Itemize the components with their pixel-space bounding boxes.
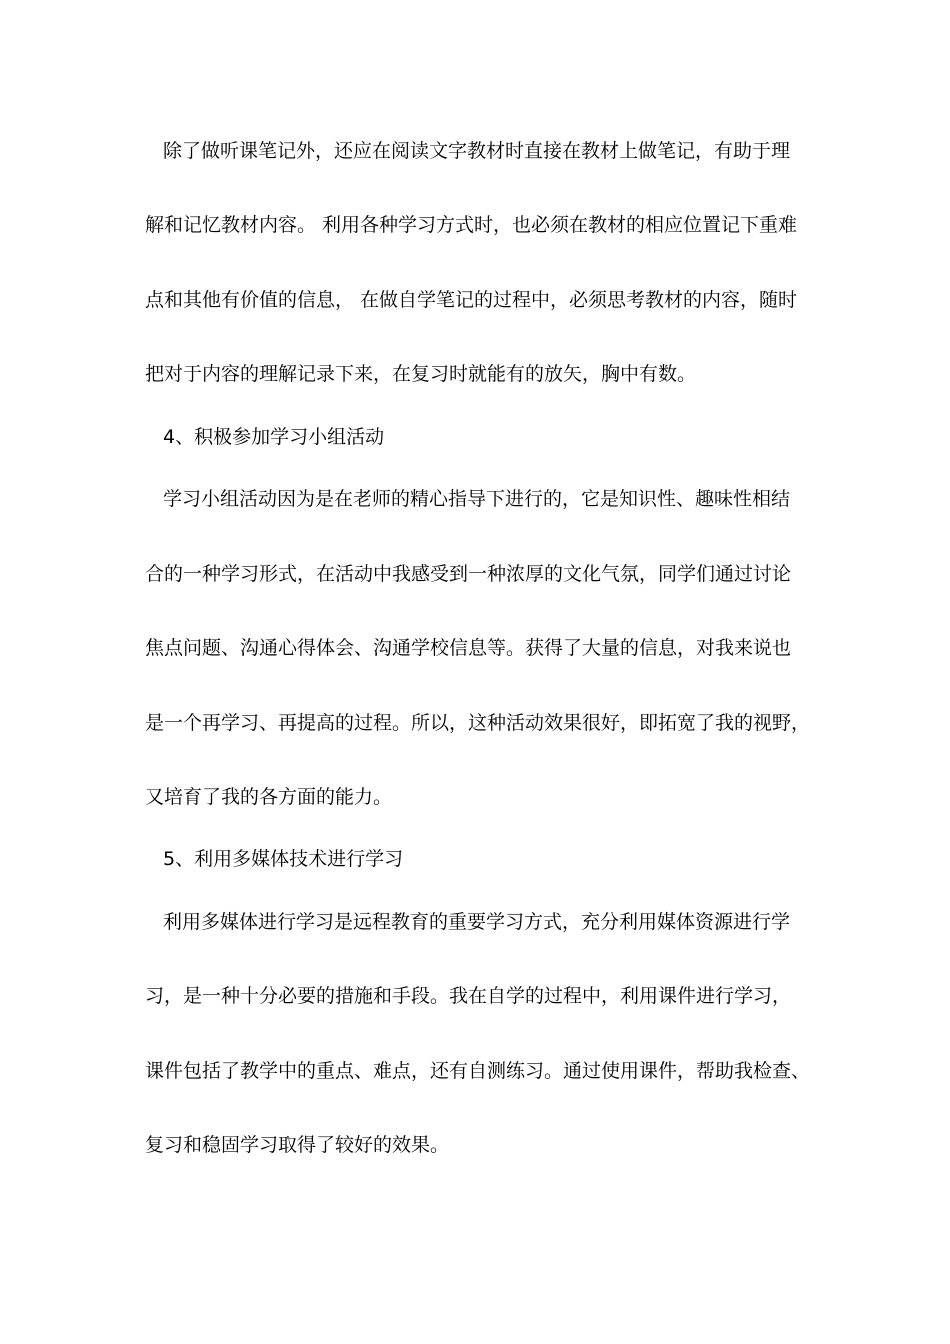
paragraph-1-line-1: 除了做听课笔记外，还应在阅读文字教材时直接在教材上做笔记，有助于理 bbox=[163, 140, 791, 162]
paragraph-2-line-5: 又培育了我的各方面的能力。 bbox=[145, 786, 393, 808]
paragraph-2-line-3: 焦点问题、沟通心得体会、沟通学校信息等。获得了大量的信息，对我来说也 bbox=[145, 637, 792, 659]
paragraph-3-line-3: 课件包括了教学中的重点、难点，还有自测练习。通过使用课件，帮助我检查、 bbox=[145, 1060, 811, 1082]
paragraph-1-line-3: 点和其他有价值的信息， 在做自学笔记的过程中，必须思考教材的内容，随时 bbox=[145, 289, 798, 311]
paragraph-1-line-2: 解和记忆教材内容。 利用各种学习方式时，也必须在教材的相应位置记下重难 bbox=[145, 214, 798, 236]
paragraph-3-line-4: 复习和稳固学习取得了较好的效果。 bbox=[145, 1134, 450, 1156]
section-heading-4: 4、积极参加学习小组活动 bbox=[163, 426, 385, 448]
section-heading-5: 5、利用多媒体技术进行学习 bbox=[163, 848, 404, 870]
paragraph-3-line-1: 利用多媒体进行学习是远程教育的重要学习方式，充分利用媒体资源进行学 bbox=[163, 911, 791, 933]
paragraph-2-line-1: 学习小组活动因为是在老师的精心指导下进行的，它是知识性、趣味性相结 bbox=[163, 488, 791, 510]
paragraph-2-line-4: 是一个再学习、再提高的过程。所以，这种活动效果很好，即拓宽了我的视野， bbox=[145, 712, 811, 734]
paragraph-3-line-2: 习，是一种十分必要的措施和手段。我在自学的过程中，利用课件进行学习， bbox=[145, 985, 792, 1007]
paragraph-1-line-4: 把对于内容的理解记录下来，在复习时就能有的放矢，胸中有数。 bbox=[145, 363, 697, 385]
paragraph-2-line-2: 合的一种学习形式，在活动中我感受到一种浓厚的文化气氛，同学们通过讨论 bbox=[145, 563, 792, 585]
